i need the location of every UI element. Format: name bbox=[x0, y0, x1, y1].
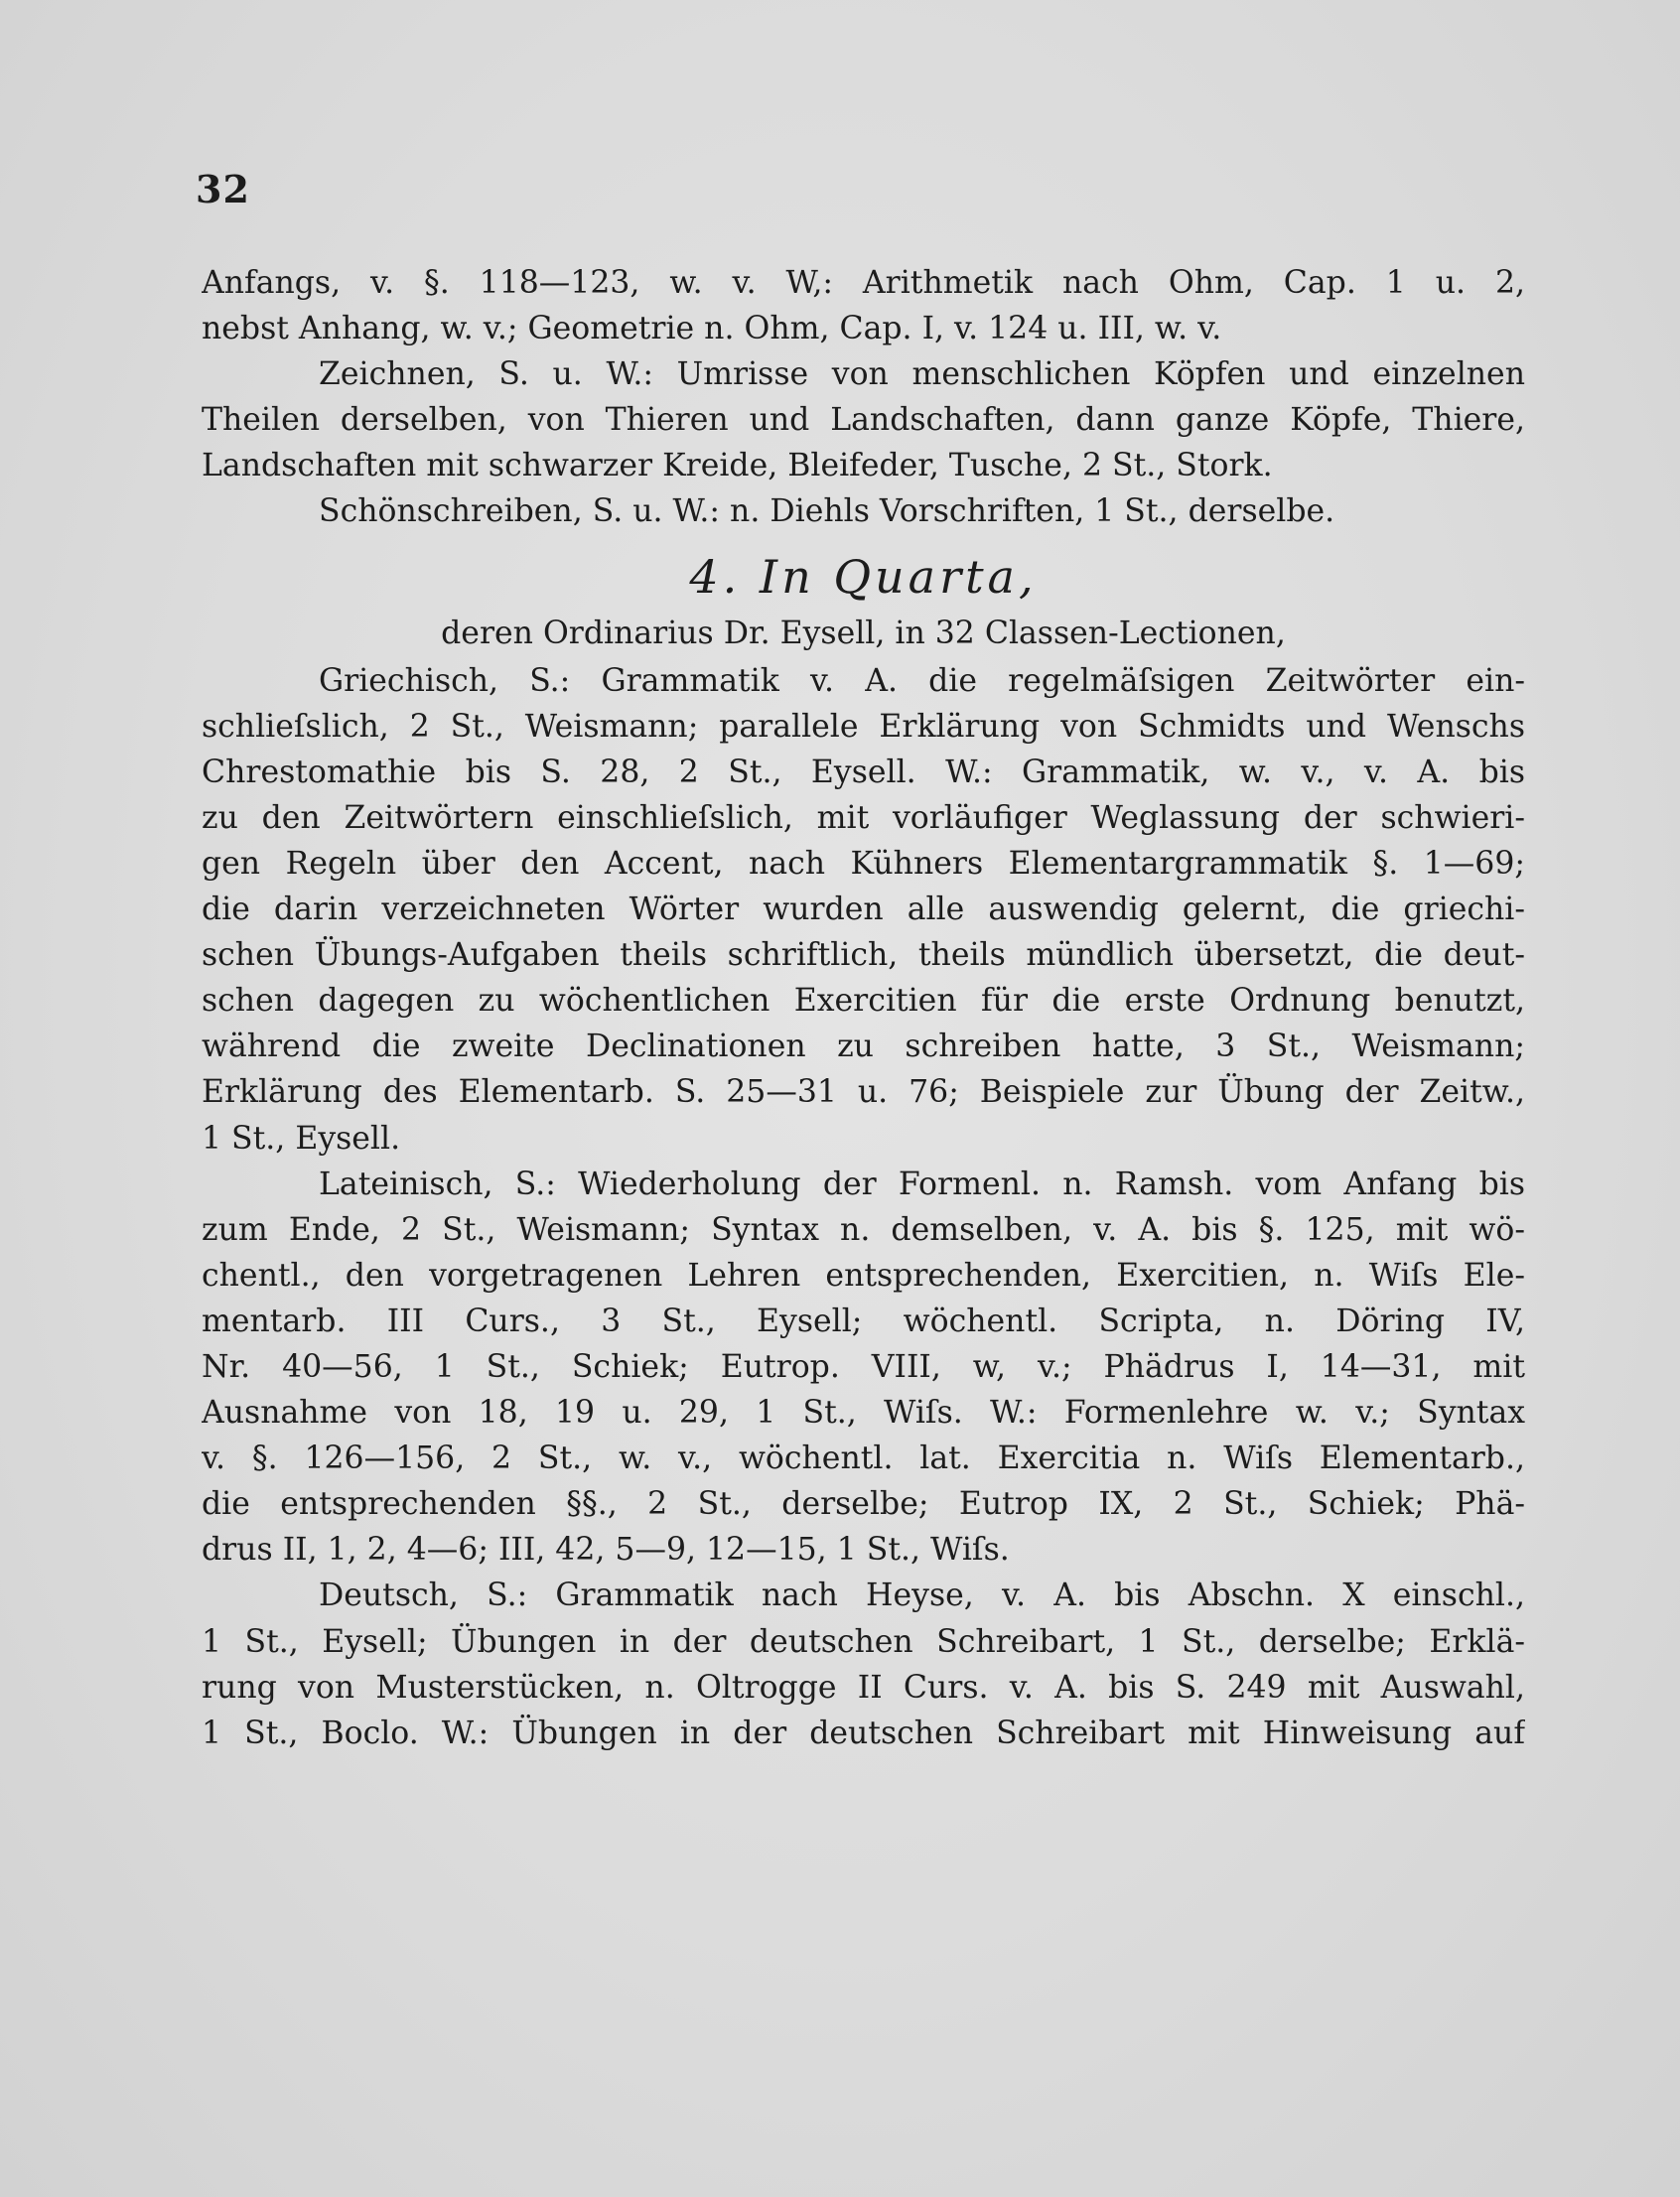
text-line: die entsprechenden §§., 2 St., derselbe; Eutrop IX, 2 St., Schiek; Phä- bbox=[202, 1486, 1525, 1523]
paragraph-group-2 bbox=[202, 658, 1525, 1756]
text-line: Ausnahme von 18, 19 u. 29, 1 St., Wiſs. W.: Formenlehre w. v.; Syntax bbox=[202, 1395, 1525, 1432]
text-line: Deutsch, S.: Grammatik nach Heyse, v. A. bis Abschn. X einschl., bbox=[319, 1578, 1525, 1614]
text-line: Erklärung des Elementarb. S. 25—31 u. 76; Beispiele zur Übung der Zeitw., bbox=[202, 1074, 1525, 1111]
text-line: Anfangs, v. §. 118—123, w. v. W,: Arithmetik nach Ohm, Cap. 1 u. 2, bbox=[202, 265, 1525, 301]
text-line: Nr. 40—56, 1 St., Schiek; Eutrop. VIII, w, v.; Phädrus I, 14—31, mit bbox=[202, 1348, 1525, 1385]
text-line: zum Ende, 2 St., Weismann; Syntax n. demselben, v. A. bis §. 125, mit wö- bbox=[202, 1211, 1525, 1248]
text-line: v. §. 126—156, 2 St., w. v., wöchentl. lat. Exercitia n. Wiſs Elementarb., bbox=[202, 1441, 1525, 1477]
text-line: drus II, 1, 2, 4—6; III, 42, 5—9, 12—15, 1 St., Wiſs. bbox=[202, 1532, 1010, 1569]
text-line: während die zweite Declinationen zu schreiben hatte, 3 St., Weismann; bbox=[202, 1029, 1525, 1065]
text-line: Theilen derselben, von Thieren und Landschaften, dann ganze Köpfe, Thiere, bbox=[202, 402, 1525, 439]
text-line: schen Übungs-Aufgaben theils schriftlich, theils mündlich übersetzt, die deut- bbox=[202, 937, 1525, 974]
text-line: mentarb. III Curs., 3 St., Eysell; wöchentl. Scripta, n. Döring IV, bbox=[202, 1303, 1525, 1339]
text-line: schen dagegen zu wöchentlichen Exercitien für die erste Ordnung benutzt, bbox=[202, 983, 1525, 1020]
text-line: 1 St., Eysell. bbox=[202, 1120, 401, 1157]
text-line: Chrestomathie bis S. 28, 2 St., Eysell. W.: Grammatik, w. v., v. A. bis bbox=[202, 754, 1525, 790]
text-line: Griechisch, S.: Grammatik v. A. die regelmäſsigen Zeitwörter ein- bbox=[319, 662, 1525, 699]
text-line: die darin verzeichneten Wörter wurden alle auswendig gelernt, die griechi- bbox=[202, 892, 1525, 928]
text-block bbox=[202, 260, 1525, 1756]
text-line: nebst Anhang, w. v.; Geometrie n. Ohm, Cap. I, v. 124 u. III, w. v. bbox=[202, 311, 1222, 347]
page-number: 32 bbox=[196, 167, 250, 211]
section-heading: 4. In Quarta, bbox=[689, 549, 1038, 604]
text-line: rung von Musterstücken, n. Oltrogge II Curs. v. A. bis S. 249 mit Auswahl, bbox=[202, 1669, 1525, 1706]
text-line: Lateinisch, S.: Wiederholung der Formenl. n. Ramsh. vom Anfang bis bbox=[319, 1166, 1525, 1202]
text-line: Zeichnen, S. u. W.: Umrisse von menschlichen Köpfen und einzelnen bbox=[319, 356, 1525, 393]
text-line: schlieſslich, 2 St., Weismann; parallele Erklärung von Schmidts und Wenschs bbox=[202, 708, 1525, 745]
text-line: Landschaften mit schwarzer Kreide, Bleifeder, Tusche, 2 St., Stork. bbox=[202, 448, 1273, 484]
text-line: chentl., den vorgetragenen Lehren entsprechenden, Exercitien, n. Wiſs Ele- bbox=[202, 1257, 1525, 1294]
text-line: gen Regeln über den Accent, nach Kühners Elementargrammatik §. 1—69; bbox=[202, 845, 1525, 882]
text-line: 1 St., Eysell; Übungen in der deutschen Schreibart, 1 St., derselbe; Erklä- bbox=[202, 1623, 1525, 1660]
text-line: Schönschreiben, S. u. W.: n. Diehls Vorschriften, 1 St., derselbe. bbox=[319, 493, 1335, 530]
paragraph-group-1 bbox=[202, 260, 1525, 535]
text-line: zu den Zeitwörtern einschlieſslich, mit vorläufiger Weglassung der schwieri- bbox=[202, 799, 1525, 836]
text-line: 1 St., Boclo. W.: Übungen in der deutschen Schreibart mit Hinweisung auf bbox=[202, 1715, 1525, 1751]
section-subheading: deren Ordinarius Dr. Eysell, in 32 Classen-Lectionen, bbox=[441, 615, 1286, 651]
